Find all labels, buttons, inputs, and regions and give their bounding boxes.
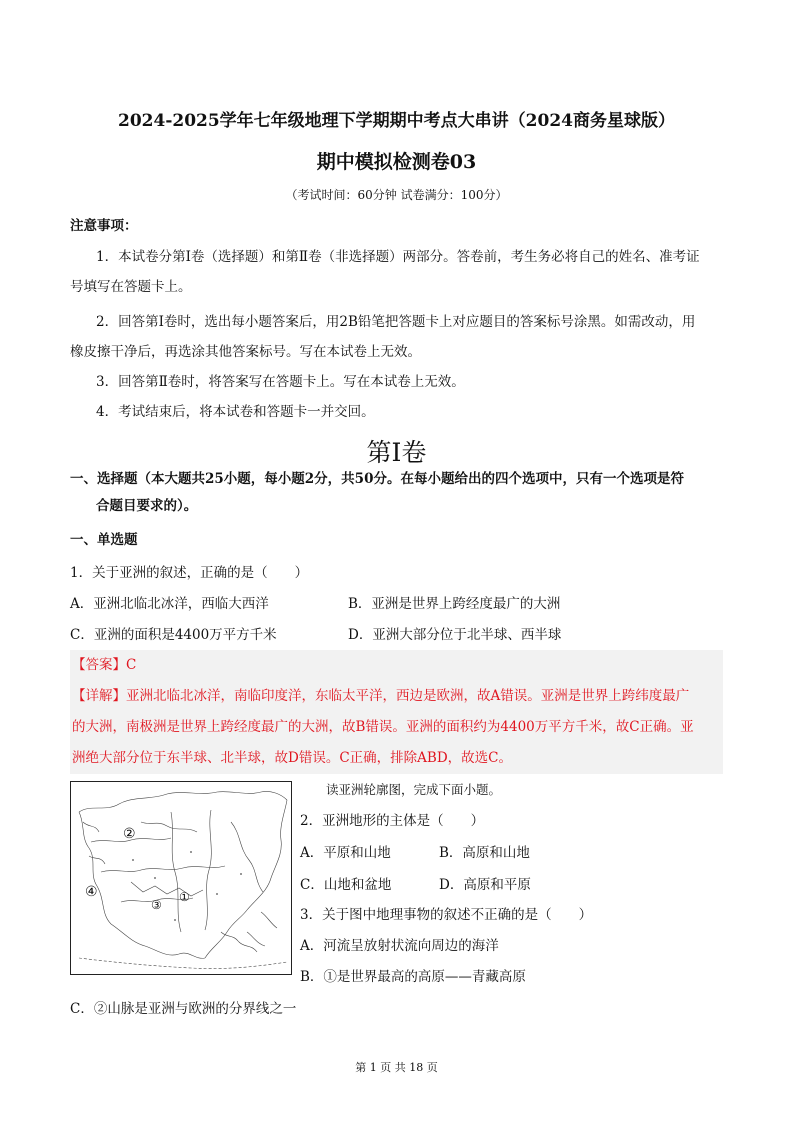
notice-heading: 注意事项：: [70, 218, 138, 234]
question-1-option-c: C．亚洲的面积是4400万平方千米: [70, 627, 277, 643]
asia-map-drawing: [71, 782, 291, 974]
exam-info: （考试时间：60分钟 试卷满分：100分）: [285, 188, 508, 202]
notice-item-4: 4．考试结束后，将本试卷和答题卡一并交回。: [96, 404, 375, 420]
question-2-option-d: D．高原和平原: [439, 877, 531, 893]
map-label-1: ①: [179, 890, 190, 904]
map-label-4: ④: [85, 884, 98, 900]
section-instruction-line-1: 一、选择题（本大题共25小题，每小题2分，共50分。在每小题给出的四个选项中，只有一个选项是符: [70, 471, 684, 487]
asia-outline-map: [70, 781, 292, 975]
page-footer: 第 1 页 共 18 页: [355, 1061, 438, 1074]
question-1-option-b: B．亚洲是世界上跨经度最广的大洲: [348, 596, 561, 612]
section-instruction-line-2: 合题目要求的）。: [96, 498, 198, 514]
section-title: 第Ⅰ卷: [366, 438, 427, 467]
question-3-option-c: C．②山脉是亚洲与欧洲的分界线之一: [70, 1001, 297, 1017]
group-intro: 读亚洲轮廓图，完成下面小题。: [326, 782, 502, 797]
question-1-option-d: D．亚洲大部分位于北半球、西半球: [348, 627, 562, 643]
question-1-answer: 【答案】C: [72, 657, 137, 673]
question-3-option-b: B．①是世界最高的高原——青藏高原: [300, 969, 526, 985]
notice-item-1-line-1: 1．本试卷分第Ⅰ卷（选择题）和第Ⅱ卷（非选择题）两部分。答卷前，考生务必将自己的姓名、准考证: [96, 249, 700, 265]
question-1-explain-line-2: 的大洲，南极洲是世界上跨经度最广的大洲，故B错误。亚洲的面积约为4400万平方千米，故C正确。亚: [72, 719, 694, 735]
subsection-heading: 一、单选题: [70, 532, 138, 548]
notice-item-3: 3．回答第Ⅱ卷时，将答案写在答题卡上。写在本试卷上无效。: [96, 374, 465, 390]
question-1-explain-line-3: 洲绝大部分位于东半球、北半球，故D错误。C正确，排除ABD，故选C。: [72, 750, 512, 766]
question-2-option-a: A．平原和山地: [300, 845, 391, 861]
question-3-stem: 3．关于图中地理事物的叙述不正确的是（ ）: [300, 907, 593, 923]
question-2-option-c: C．山地和盆地: [300, 877, 392, 893]
exam-title: 2024-2025学年七年级地理下学期期中考点大串讲（2024商务星球版）: [118, 111, 675, 131]
question-2-stem: 2．亚洲地形的主体是（ ）: [300, 813, 485, 829]
exam-subtitle: 期中模拟检测卷03: [316, 151, 477, 173]
map-label-3: ③: [151, 898, 162, 912]
question-2-option-b: B．高原和山地: [439, 845, 530, 861]
notice-item-2-line-2: 橡皮擦干净后，再选涂其他答案标号。写在本试卷上无效。: [70, 344, 421, 360]
question-1-option-a: A．亚洲北临北冰洋，西临大西洋: [70, 596, 269, 612]
question-3-option-a: A．河流呈放射状流向周边的海洋: [300, 938, 499, 954]
question-1-explain-line-1: 【详解】亚洲北临北冰洋，南临印度洋，东临太平洋，西边是欧洲，故A错误。亚洲是世界上跨纬度最广: [72, 688, 690, 704]
notice-item-1-line-2: 号填写在答题卡上。: [70, 279, 192, 295]
question-1-stem: 1．关于亚洲的叙述，正确的是（ ）: [70, 565, 309, 581]
map-label-2: ②: [123, 826, 136, 842]
notice-item-2-line-1: 2．回答第Ⅰ卷时，选出每小题答案后，用2B铅笔把答题卡上对应题目的答案标号涂黑。如需改动，用: [96, 314, 696, 330]
